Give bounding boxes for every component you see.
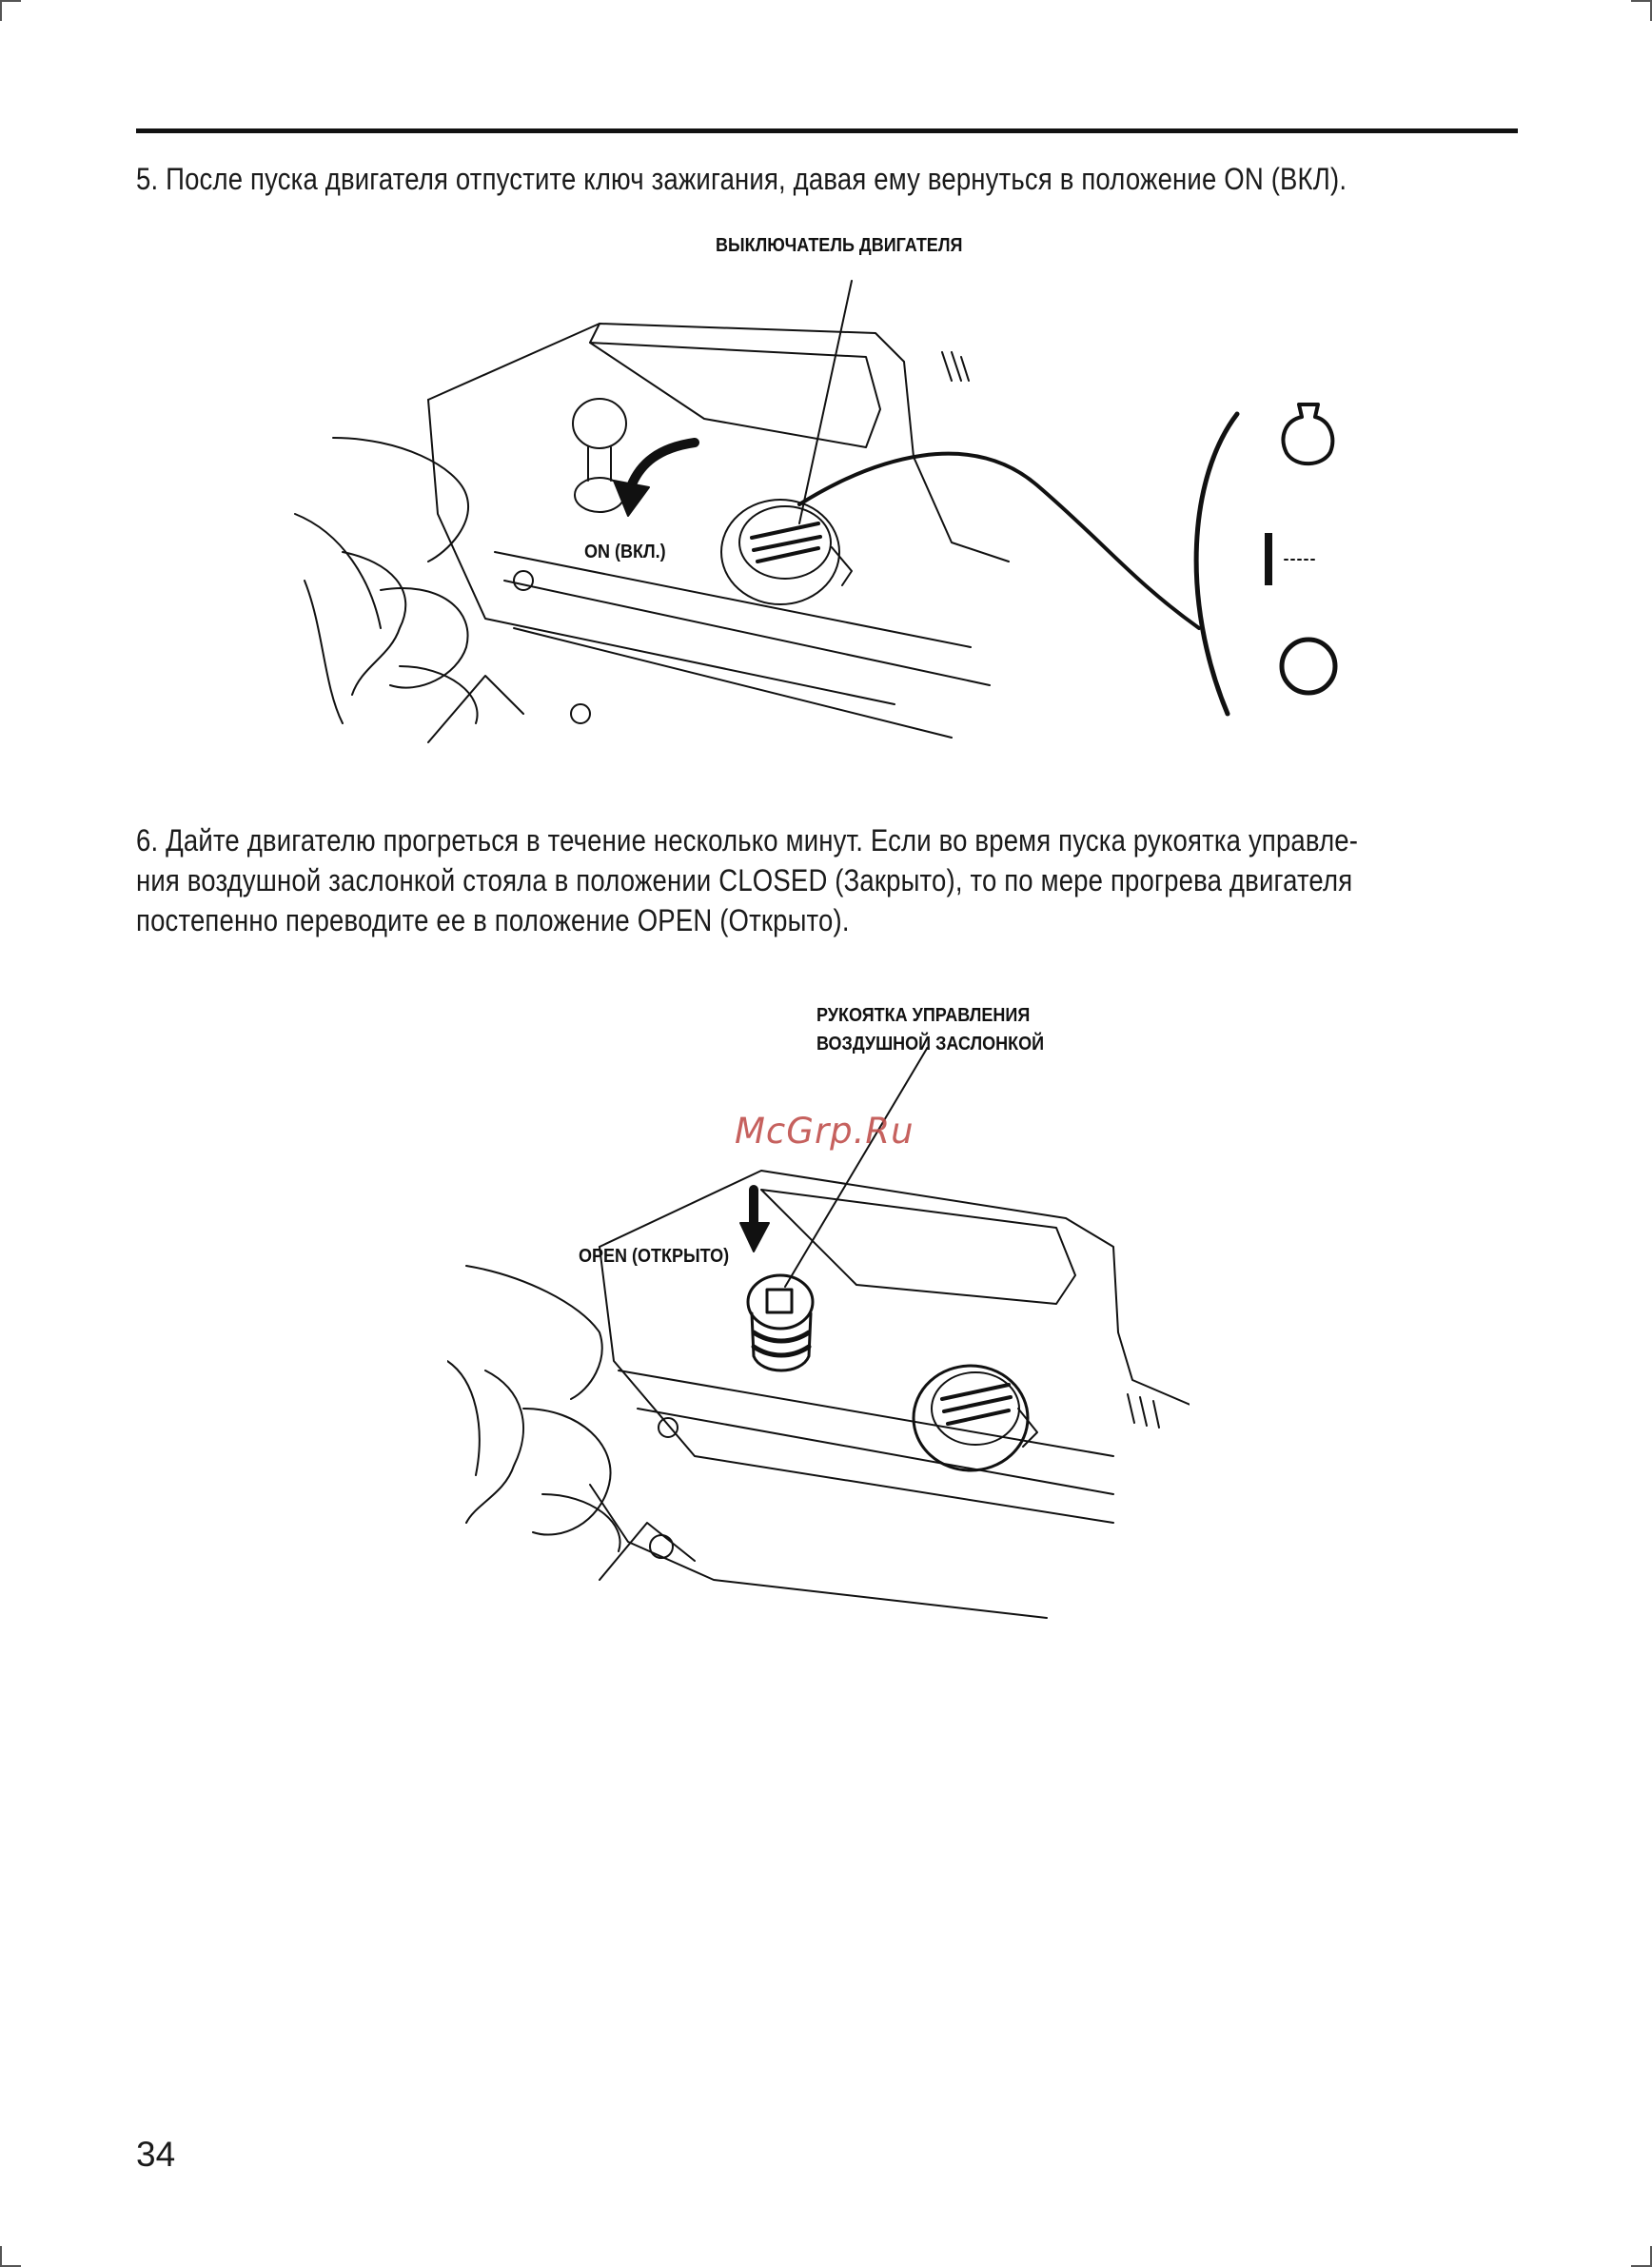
crop-mark-top-right-h [1631,0,1652,2]
crop-mark-top-left-v [0,0,2,21]
step6-line1: 6. Дайте двигателю прогреться в течение несколько минут. Если во время пуска рукоятка управле- [136,823,1359,858]
step6-line3: постепенно переводите ее в положение OPEN (Открыто). [136,903,850,937]
choke-lever-label-line1: РУКОЯТКА УПРАВЛЕНИЯ [816,1005,1031,1026]
crop-mark-top-left-h [0,0,21,2]
crop-mark-bottom-left-v [0,2246,2,2267]
engine-switch-label: ВЫКЛЮЧАТЕЛЬ ДВИГАТЕЛЯ [716,235,963,256]
watermark: McGrp.Ru [735,1111,914,1152]
step6-line2: ния воздушной заслонкой стояла в положении CLOSED (Закрыто), то по мере прогрева двигателя [136,863,1353,897]
step5-text: 5. После пуска двигателя отпустите ключ зажигания, давая ему вернуться в положение ON (ВКЛ). [136,162,1347,196]
open-position-label: OPEN (ОТКРЫТО) [579,1246,730,1267]
choke-lever-label-line2: ВОЗДУШНОЙ ЗАСЛОНКОЙ [816,1034,1045,1055]
engine-switch-illustration [285,266,1370,761]
header-rule [136,128,1518,133]
on-position-label: ON (ВКЛ.) [584,542,666,562]
page-number: 34 [136,2135,176,2174]
